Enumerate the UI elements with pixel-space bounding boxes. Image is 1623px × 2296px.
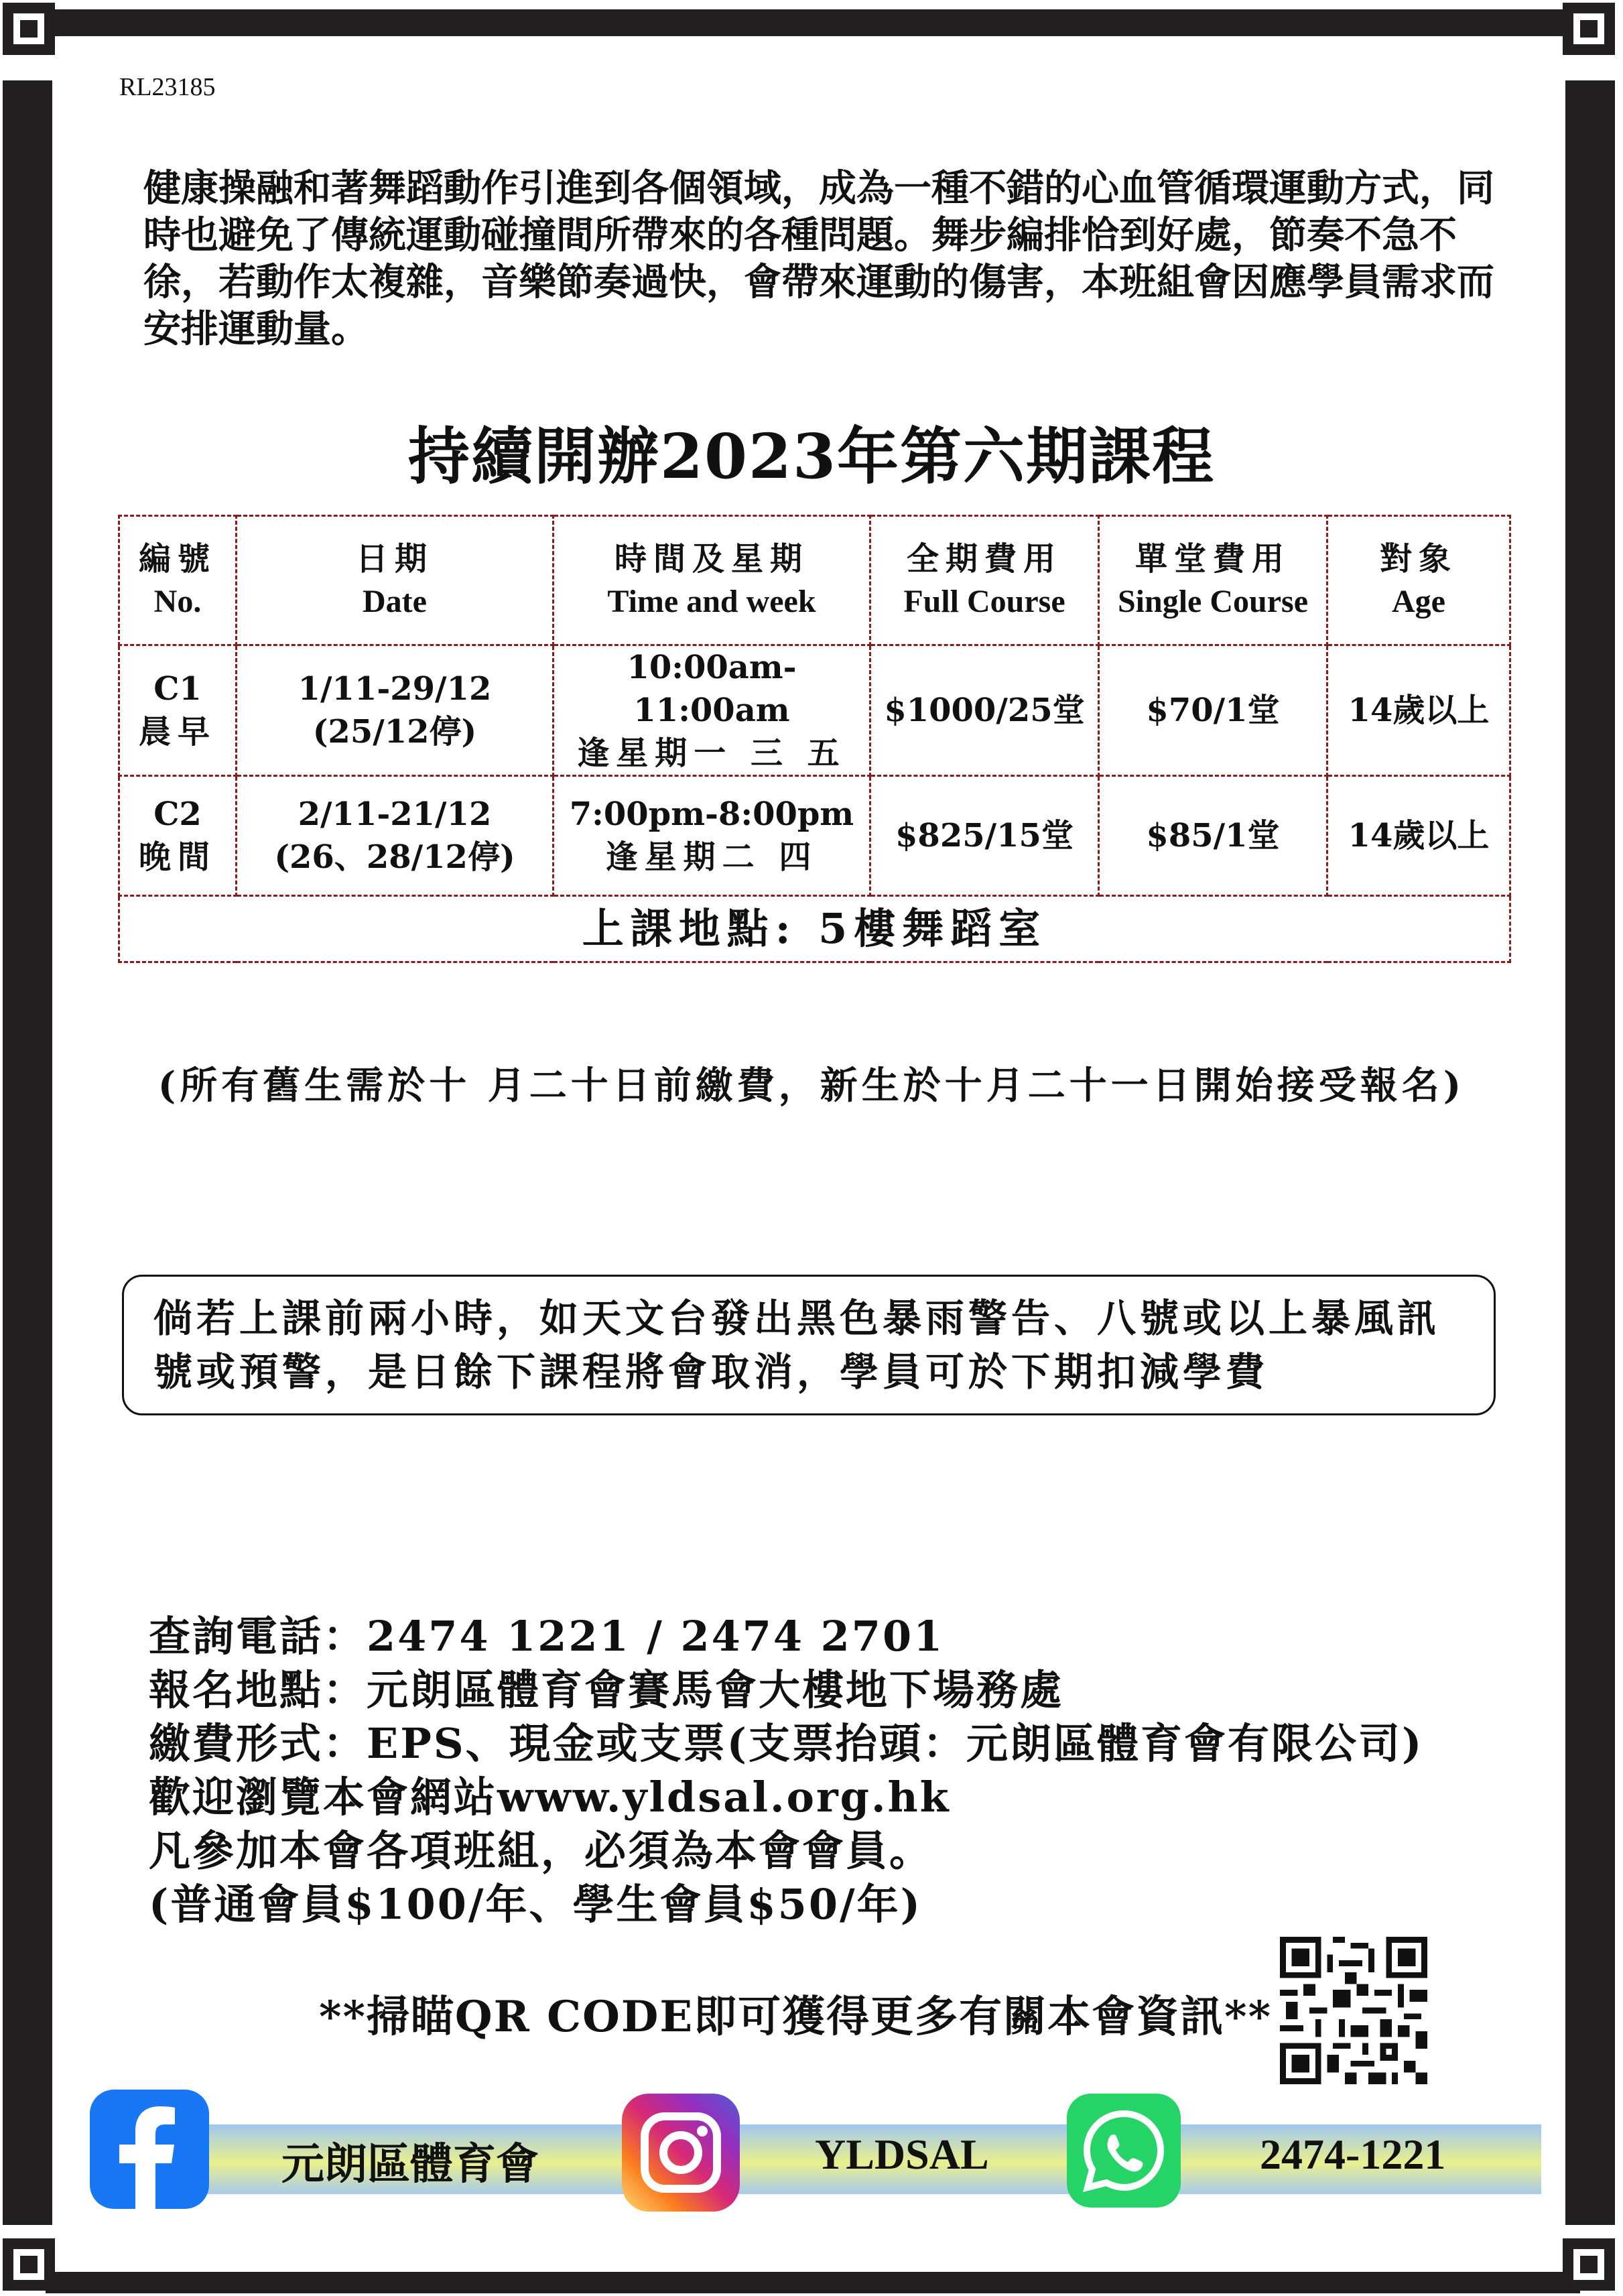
frame-left [3,80,52,2225]
header-time: 時間及星期 Time and week [554,516,870,645]
table-row [119,645,1510,776]
cell-full-fee: $825/15堂 [870,776,1099,896]
header-single-fee: 單堂費用 Single Course [1099,516,1327,645]
cell-single-fee: $70/1堂 [1099,645,1327,776]
facebook-label[interactable]: 元朗區體育會 [281,2139,539,2189]
info-membership-fee: (普通會員$100/年、學生會員$50/年) [149,1880,922,1929]
cell-age: 14歲以上 [1327,645,1510,776]
header-age: 對象 Age [1327,516,1510,645]
frame-bottom [46,2272,1580,2293]
page-title: 持續開辦2023年第六期課程 [407,420,1216,493]
instagram-label[interactable]: YLDSAL [815,2130,989,2178]
cell-full-fee: $1000/25堂 [870,645,1099,776]
info-payment: 繳費形式：EPS、現金或支票(支票抬頭：元朗區體育會有限公司) [149,1719,1424,1768]
facebook-icon[interactable] [90,2090,209,2209]
frame-corner-top-right [1563,3,1615,55]
info-website[interactable]: 歡迎瀏覽本會網站www.yldsal.org.hk [149,1773,951,1822]
venue-row [119,896,1510,962]
header-full-fee: 全期費用 Full Course [870,516,1099,645]
course-table [118,515,1511,963]
cell-time: 7:00pm-8:00pm 逢星期二 四 [554,776,870,896]
whatsapp-label[interactable]: 2474-1221 [1260,2130,1446,2178]
instagram-icon[interactable] [622,2094,740,2212]
cell-code: C1 晨早 [119,645,237,776]
payment-notice: (所有舊生需於十 月二十日前繳費，新生於十月二十一日開始接受報名) [157,1064,1466,1108]
frame-corner-top-left [3,3,55,55]
contact-info [149,1610,1423,1931]
cell-single-fee: $85/1堂 [1099,776,1327,896]
info-phone: 查詢電話：2474 1221 / 2474 2701 [149,1612,945,1661]
weather-warning-text: 倘若上課前兩小時，如天文台發出黑色暴雨警告、八號或以上暴風訊號或預警，是日餘下課程將會取消，學員可於下期扣減學費 [153,1295,1441,1395]
whatsapp-icon[interactable] [1067,2094,1181,2208]
cell-date: 2/11-21/12 (26、28/12停) [237,776,554,896]
cell-code: C2 晚間 [119,776,237,896]
frame-right [1565,80,1615,2225]
info-membership: 凡參加本會各項班組，必須為本會會員。 [149,1826,933,1875]
table-header-row [119,516,1510,645]
intro-paragraph: 健康操融和著舞蹈動作引進到各個領域，成為一種不錯的心血管循環運動方式，同時也避免了傳統運動碰撞間所帶來的各種問題。舞步編排恰到好處，節奏不急不徐，若動作太複雜，音樂節奏過快，會帶來運動的傷害，本班組會因應學員需求而安排運動量。 [143,166,1494,351]
cell-age: 14歲以上 [1327,776,1510,896]
header-date: 日期 Date [237,516,554,645]
cell-date: 1/11-29/12 (25/12停) [237,645,554,776]
qr-code-icon[interactable] [1280,1937,1427,2084]
venue-cell: 上課地點: 5樓舞蹈室 [119,896,1510,962]
header-no: 編號 No. [119,516,237,645]
table-row [119,776,1510,896]
reference-code: RL23185 [119,73,216,101]
frame-top [46,9,1580,36]
frame-corner-bottom-left [3,2238,55,2291]
frame-corner-bottom-right [1563,2238,1615,2291]
weather-warning-box [122,1275,1496,1415]
info-location: 報名地點：元朗區體育會賽馬會大樓地下場務處 [149,1665,1064,1714]
cell-time: 10:00am-11:00am 逢星期一 三 五 [554,645,870,776]
qr-note: **掃瞄QR CODE即可獲得更多有關本會資訊** [319,1992,1273,2042]
